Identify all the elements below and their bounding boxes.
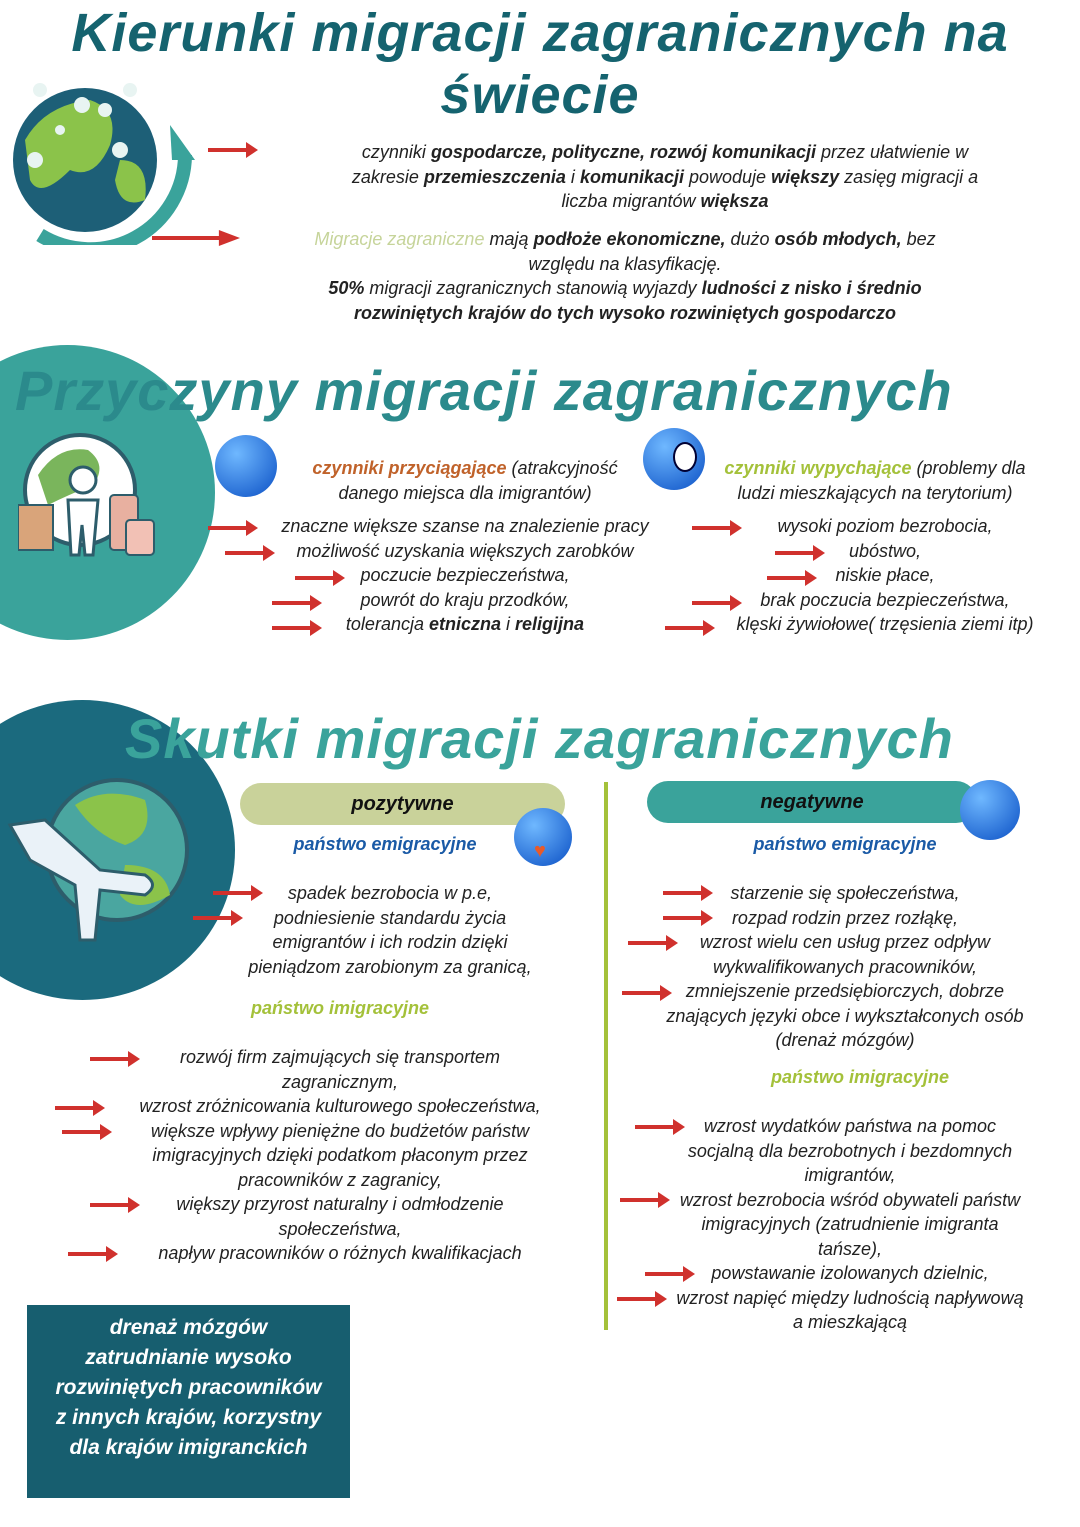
text-segment: większe wpływy pieniężne do budżetów państw: [150, 1120, 530, 1141]
arrow-icon: [55, 1098, 105, 1118]
arrow-icon: [225, 543, 275, 563]
text-line: [630, 1139, 1070, 1164]
text-segment: 50%: [328, 278, 365, 298]
box-line: drenaż mózgów: [109, 1316, 268, 1339]
text-line: [630, 1237, 1070, 1262]
arrow-icon: [775, 543, 825, 563]
text-segment: pieniądzom zarobionym za granicą,: [248, 956, 532, 977]
text-segment: wzrost wydatków państwa na pomoc: [703, 1116, 997, 1136]
text-segment: większy: [771, 166, 840, 187]
text-segment: komunikacji: [579, 166, 684, 187]
crying-emoji-icon: [960, 780, 1020, 840]
positive-label: pozytywne: [240, 783, 565, 825]
text-segment: a mieszkającą: [792, 1312, 908, 1332]
text-segment: znających języki obce i wykształconych osób: [666, 1005, 1024, 1026]
text-segment: społeczeństwa,: [278, 1218, 402, 1239]
arrow-icon: [663, 883, 713, 903]
text-segment: rozwój firm zajmujących się transportem: [179, 1047, 501, 1067]
text-segment: przez ułatwienie w: [816, 142, 969, 162]
heart-emoji-icon: ♥: [514, 808, 572, 866]
text-line: [630, 1212, 1070, 1237]
text-segment: spadek bezrobocia w p.e,: [287, 883, 493, 903]
text-line: [260, 140, 1070, 165]
pull-factors-heading: [270, 456, 660, 505]
text-segment: socjalną dla bezrobotnych i bezdomnych: [687, 1140, 1013, 1161]
text-segment: zmniejszenie przedsiębiorczych, dobrze: [685, 981, 1005, 1001]
text-line: [270, 481, 660, 506]
text-line: [690, 456, 1060, 481]
text-line: [90, 1094, 590, 1119]
text-segment: ludzi mieszkających na terytorium): [737, 482, 1013, 503]
text-line: [630, 1188, 1070, 1213]
text-segment: czynniki przyciągające: [312, 458, 507, 478]
text-line: [260, 189, 1070, 214]
text-segment: wzrost zróżnicowania kulturowego społeczeństwa,: [139, 1096, 541, 1116]
text-segment: liczba migrantów: [561, 191, 701, 211]
text-segment: czynniki wypychające: [724, 458, 912, 478]
text-line: [230, 227, 1020, 252]
text-segment: wzrost bezrobocia wśród obywateli państw: [679, 1189, 1021, 1210]
text-segment: rozpad rodzin przez rozłąkę,: [731, 907, 959, 928]
text-segment: zagranicznym,: [281, 1071, 399, 1092]
list-item: [700, 539, 1070, 564]
box-line: rozwiniętych pracowników: [55, 1376, 322, 1399]
text-segment: i: [565, 166, 580, 187]
negative-label: negatywne: [647, 781, 977, 823]
arrow-icon: [628, 933, 678, 953]
text-line: [230, 252, 1020, 277]
arrow-icon: [68, 1244, 118, 1264]
arrow-icon: [90, 1195, 140, 1215]
text-segment: klęski żywiołowe( trzęsienia ziemi itp): [736, 614, 1034, 634]
arrow-icon: [767, 568, 817, 588]
text-line: [620, 955, 1070, 980]
text-line: [200, 955, 580, 980]
text-segment: osób młodych,: [774, 229, 902, 249]
text-line: [260, 165, 1070, 190]
arrow-icon: [665, 618, 715, 638]
arrow-icon: [193, 908, 243, 928]
list-item: [700, 588, 1070, 613]
text-line: [200, 906, 580, 931]
text-line: [630, 1114, 1070, 1139]
box-line: dla krajów imigranckich: [69, 1436, 308, 1459]
text-segment: wzrost wielu cen usług przez odpływ: [699, 932, 991, 952]
text-segment: powoduje: [683, 166, 772, 187]
text-segment: wysoki poziom bezrobocia,: [777, 516, 993, 536]
arrow-icon: [152, 228, 240, 248]
text-line: [630, 1261, 1070, 1286]
push-factors-heading: [690, 456, 1060, 505]
thumbs-up-emoji-icon: [215, 435, 277, 497]
neg-emigration-list: [620, 881, 1070, 1053]
text-segment: (drenaż mózgów): [775, 1030, 915, 1050]
title-line-1: Kierunki migracji zagranicznych na: [71, 3, 1009, 63]
neg-emigration-heading: państwo emigracyjne: [753, 834, 937, 854]
list-item: [700, 563, 1070, 588]
arrow-icon: [620, 1190, 670, 1210]
arrow-icon: [208, 140, 258, 160]
text-segment: starzenie się społeczeństwa,: [730, 883, 960, 903]
text-line: [620, 1028, 1070, 1053]
text-segment: czynniki: [361, 142, 431, 162]
text-segment: brak poczucia bezpieczeństwa,: [760, 589, 1010, 610]
text-line: [630, 1286, 1070, 1311]
text-segment: wzrost napięć między ludnością napływową: [676, 1287, 1024, 1308]
text-segment: emigrantów i ich rodzin dzięki: [272, 932, 508, 952]
text-line: [90, 1045, 590, 1070]
text-segment: większy przyrost naturalny i odmłodzenie: [176, 1194, 504, 1214]
text-line: [90, 1192, 590, 1217]
arrow-icon: [272, 618, 322, 638]
text-segment: możliwość uzyskania większych zarobków: [296, 540, 634, 561]
arrow-icon: [663, 908, 713, 928]
arrow-icon: [635, 1117, 685, 1137]
text-line: [690, 481, 1060, 506]
arrow-icon: [692, 518, 742, 538]
neg-immigration-list: [630, 1114, 1070, 1335]
text-line: [230, 276, 1020, 301]
arrow-icon: [617, 1289, 667, 1309]
push-factors-list: [700, 514, 1070, 637]
text-segment: rozwiniętych krajów do tych wysoko rozwiniętych gospodarczo: [353, 302, 897, 323]
list-item: [250, 514, 680, 539]
text-segment: imigracyjnych dzięki podatkom płaconym przez: [152, 1145, 528, 1165]
text-segment: bez: [901, 229, 936, 249]
list-item: [700, 514, 1070, 539]
text-segment: dużo: [725, 229, 775, 249]
text-line: [620, 930, 1070, 955]
neg-immigration-heading: państwo imigracyjne: [770, 1067, 950, 1087]
text-line: [90, 1168, 590, 1193]
column-divider: [604, 782, 608, 1330]
text-segment: niskie płace,: [835, 565, 935, 585]
text-line: [630, 1163, 1070, 1188]
list-item: [250, 539, 680, 564]
airplane-globe-icon: [5, 765, 195, 945]
text-line: [90, 1241, 590, 1266]
text-segment: imigracyjnych (zatrudnienie imigranta: [701, 1214, 999, 1234]
text-segment: wykwalifikowanych pracowników,: [712, 956, 978, 977]
text-segment: względu na klasyfikację.: [528, 253, 722, 274]
title-line-2: świecie: [440, 65, 640, 125]
list-item: [700, 612, 1070, 637]
text-segment: (atrakcyjność: [506, 458, 618, 478]
text-line: [90, 1070, 590, 1095]
section2-title: Przyczyny migracji zagranicznych: [15, 359, 953, 422]
arrow-icon: [90, 1049, 140, 1069]
pos-emigration-heading: państwo emigracyjne: [293, 834, 477, 854]
text-segment: i: [501, 614, 516, 634]
text-segment: powrót do kraju przodków,: [360, 589, 570, 610]
text-segment: napływ pracowników o różnych kwalifikacjach: [158, 1243, 522, 1263]
text-segment: znaczne większe szanse na znalezienie pracy: [281, 516, 649, 536]
text-line: [90, 1143, 590, 1168]
traveler-globe-icon: [18, 425, 158, 560]
text-line: [620, 1004, 1070, 1029]
arrow-icon: [213, 883, 263, 903]
text-line: [230, 301, 1020, 326]
text-segment: imigrantów,: [804, 1165, 896, 1185]
text-line: [90, 1119, 590, 1144]
text-segment: większa: [700, 191, 769, 211]
text-segment: religijna: [515, 614, 585, 634]
text-line: [90, 1217, 590, 1242]
globe-pins-icon: [0, 50, 200, 245]
arrow-icon: [208, 518, 258, 538]
box-line: zatrudnianie wysoko: [85, 1346, 292, 1369]
arrow-icon: [622, 983, 672, 1003]
text-segment: poczucie bezpieczeństwa,: [360, 565, 570, 585]
arrow-icon: [645, 1264, 695, 1284]
pos-immigration-list: [90, 1045, 590, 1266]
text-segment: gospodarcze, polityczne, rozwój komunikacji: [430, 142, 817, 162]
pos-immigration-heading: państwo imigracyjne: [250, 998, 430, 1018]
section1-paragraph-1: [260, 140, 1070, 214]
text-segment: ubóstwo,: [848, 540, 922, 561]
text-line: [620, 979, 1070, 1004]
box-line: z innych krajów, korzystny: [55, 1406, 322, 1429]
section1-paragraph-2: [230, 227, 1020, 325]
text-segment: pracowników z zagranicy,: [238, 1169, 442, 1190]
text-line: [630, 1310, 1070, 1335]
arrow-icon: [62, 1122, 112, 1142]
text-segment: danego miejsca dla imigrantów): [338, 482, 592, 503]
brain-drain-box: [27, 1305, 350, 1498]
text-segment: ludności z nisko i średnio: [701, 278, 922, 298]
text-segment: przemieszczenia: [423, 166, 566, 187]
text-segment: (problemy dla: [911, 458, 1026, 478]
text-segment: mają: [484, 229, 534, 249]
text-segment: podłoże ekonomiczne,: [533, 229, 726, 249]
section3-title: Skutki migracji zagranicznych: [125, 707, 954, 770]
text-segment: powstawanie izolowanych dzielnic,: [711, 1263, 989, 1283]
arrow-icon: [272, 593, 322, 613]
text-segment: zasięg migracji a: [839, 166, 979, 187]
arrow-icon: [692, 593, 742, 613]
arrow-icon: [295, 568, 345, 588]
text-segment: tolerancja: [345, 614, 429, 634]
text-line: [270, 456, 660, 481]
text-segment: Migracje zagraniczne: [314, 229, 485, 249]
text-segment: podniesienie standardu życia: [273, 907, 507, 928]
text-segment: etniczna: [428, 614, 502, 634]
text-segment: zakresie: [351, 166, 424, 187]
text-line: [200, 930, 580, 955]
text-segment: tańsze),: [817, 1238, 883, 1259]
text-segment: migracji zagranicznych stanowią wyjazdy: [364, 278, 702, 298]
